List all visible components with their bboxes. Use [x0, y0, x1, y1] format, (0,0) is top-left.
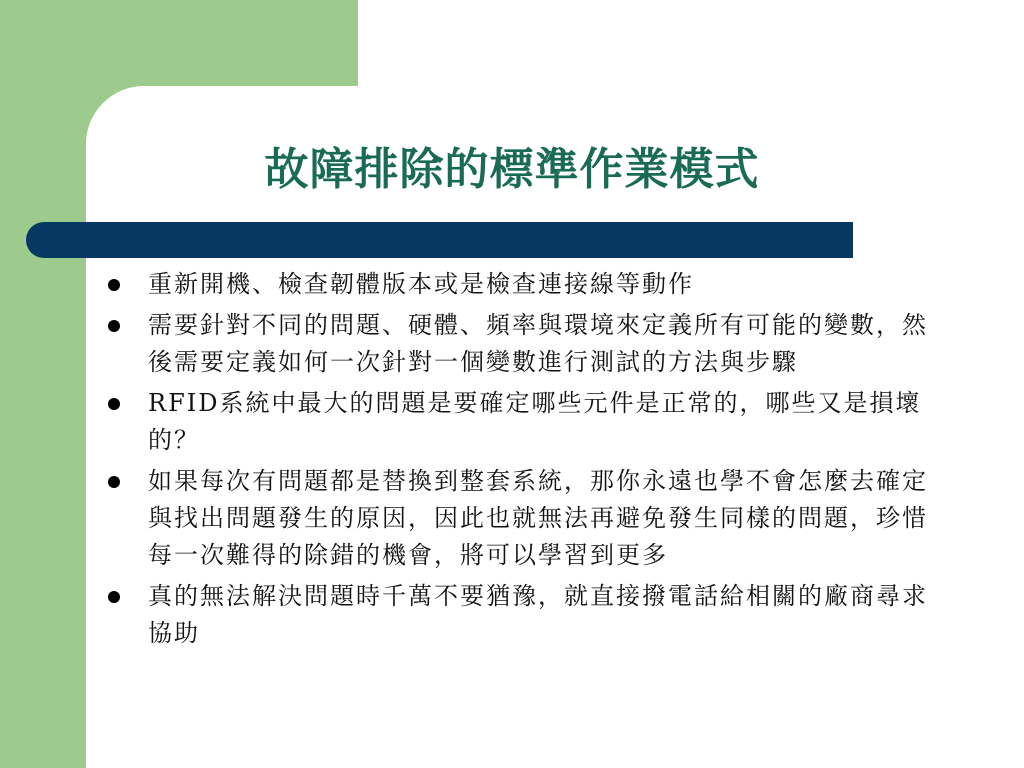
bullet-text: RFID系統中最大的問題是要確定哪些元件是正常的，哪些又是損壞的？: [148, 389, 922, 454]
bullet-item: [106, 266, 936, 303]
bullet-text: 如果每次有問題都是替換到整套系統，那你永遠也學不會怎麼去確定與找出問題發生的原因，因此也就無法再避免發生同樣的問題，珍惜每一次難得的除錯的機會，將可以學習到更多: [148, 467, 928, 569]
bullet-item: [106, 307, 936, 381]
bullet-text: 需要針對不同的問題、硬體、頻率與環境來定義所有可能的變數，然後需要定義如何一次針對一個變數進行測試的方法與步驟: [148, 311, 928, 376]
bullet-text: 重新開機、檢查韌體版本或是檢查連接線等動作: [148, 270, 694, 298]
bullet-dot-icon: [108, 279, 120, 291]
bullet-item: [106, 385, 936, 459]
bullet-dot-icon: [108, 476, 120, 488]
bullet-dot-icon: [108, 398, 120, 410]
bullet-item: [106, 463, 936, 574]
bullet-dot-icon: [108, 320, 120, 332]
title-underline-bar: [26, 222, 853, 258]
bullet-dot-icon: [108, 591, 120, 603]
bullet-item: [106, 578, 936, 652]
bullet-list: [106, 266, 936, 656]
slide-title: 故障排除的標準作業模式: [264, 144, 760, 195]
bullet-text: 真的無法解決問題時千萬不要猶豫，就直接撥電話給相關的廠商尋求協助: [148, 582, 928, 647]
